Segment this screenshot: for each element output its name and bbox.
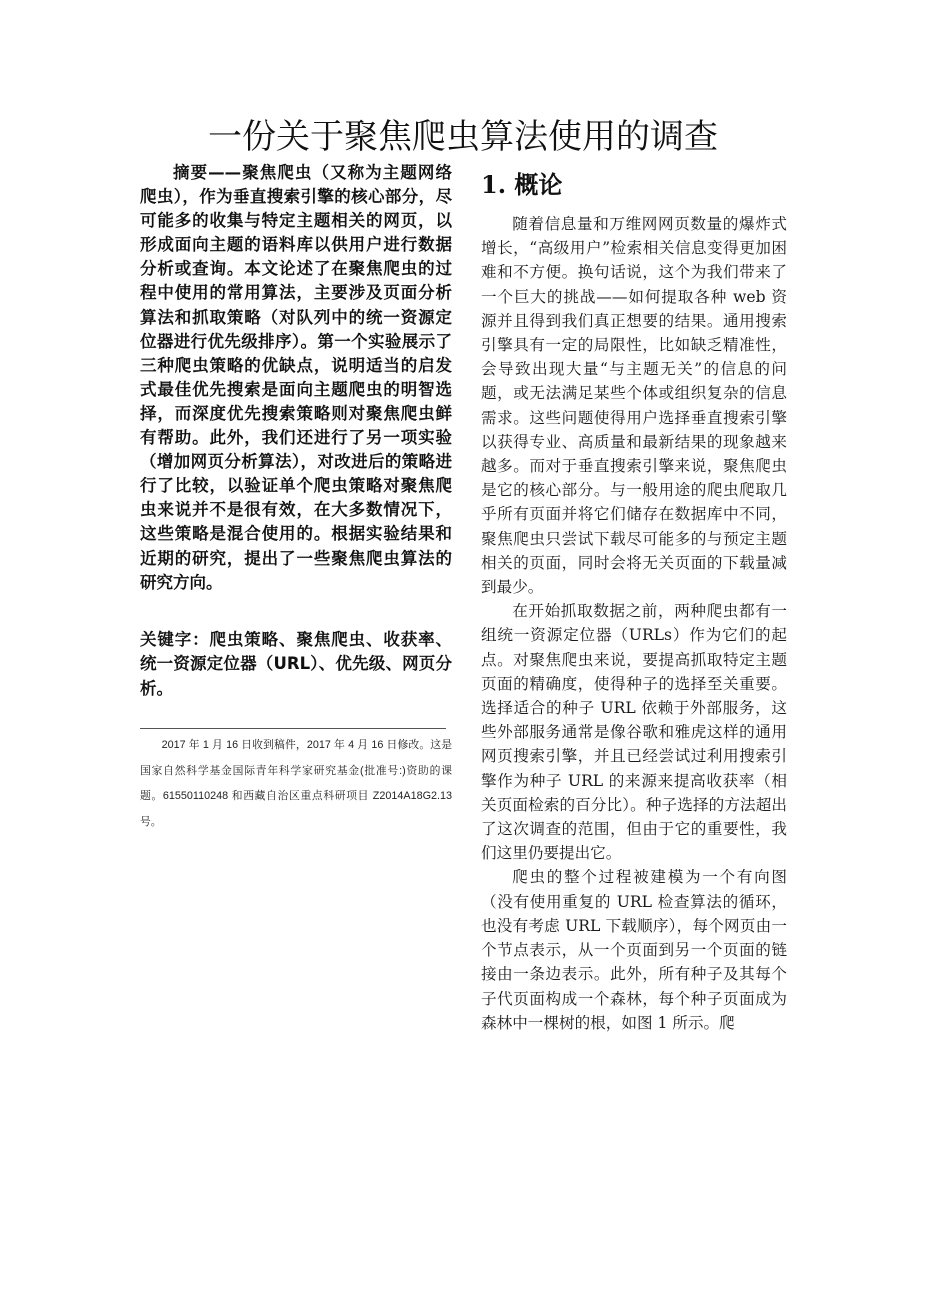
paragraph-3: 爬虫的整个过程被建模为一个有向图（没有使用重复的 URL 检查算法的循环，也没有考虑 URL 下载顺序），每个网页由一个节点表示，从一个页面到另一个页面的链接由一条边表示。此外，所有种子及其每个子代页面构成一个森林，每个种子页面成为森林中一棵树的根，如图 1 所示。爬 bbox=[481, 868, 787, 1032]
section-heading: 1. 概论 bbox=[481, 170, 563, 199]
paragraph-2: 在开始抓取数据之前，两种爬虫都有一组统一资源定位器（URLs）作为它们的起点。对聚焦爬虫来说，要提高抓取特定主题页面的精确度，使得种子的选择至关重要。选择适合的种子 URL 依赖于外部服务，这些外部服务通常是像谷歌和雅虎这样的通用网页搜索引擎，并且已经尝试过利用搜索引擎作为种子 URL 的来源来提高收获率（相关页面检索的百分比）。种子选择的方法超出了这次调查的范围，但由于它的重要性，我们这里仍要提出它。 bbox=[481, 602, 787, 863]
paragraph-1: 随着信息量和万维网网页数量的爆炸式增长，“高级用户”检索相关信息变得更加困难和不方便。换句话说，这个为我们带来了一个巨大的挑战——如何提取各种 web 资源并且得到我们真正想要的结果。通用搜索引擎具有一定的局限性，比如缺乏精准性，会导致出现大量“与主题无关”的信息的问题，或无法满足某些个体或组织复杂的信息需求。这些问题使得用户选择垂直搜索引擎以获得专业、高质量和最新结果的现象越来越多。而对于垂直搜索引擎来说，聚焦爬虫是它的核心部分。与一般用途的爬虫爬取几乎所有页面并将它们储存在数据库中不同，聚焦爬虫只尝试下载尽可能多的与预定主题相关的页面，同时会将无关页面的下载量减到最少。 bbox=[481, 215, 787, 597]
keywords: 关键字：爬虫策略、聚焦爬虫、收获率、统一资源定位器（URL）、优先级、网页分析。 bbox=[140, 629, 452, 698]
footnote-divider bbox=[140, 728, 446, 729]
paper-title: 一份关于聚焦爬虫算法使用的调查 bbox=[208, 117, 718, 157]
left-column bbox=[140, 161, 452, 835]
right-column bbox=[481, 168, 787, 1035]
abstract: 摘要——聚焦爬虫（又称为主题网络爬虫），作为垂直搜索引擎的核心部分，尽可能多的收集与特定主题相关的网页，以形成面向主题的语料库以供用户进行数据分析或查询。本文论述了在聚焦爬虫的过程中使用的常用算法，主要涉及页面分析算法和抓取策略（对队列中的统一资源定位器进行优先级排序）。第一个实验展示了三种爬虫策略的优缺点，说明适当的启发式最佳优先搜索是面向主题爬虫的明智选择，而深度优先搜索策略则对聚焦爬虫鲜有帮助。此外，我们还进行了另一项实验（增加网页分析算法），对改进后的策略进行了比较，以验证单个爬虫策略对聚焦爬虫来说并不是很有效，在大多数情况下，这些策略是混合使用的。根据实验结果和近期的研究，提出了一些聚焦爬虫算法的研究方向。 bbox=[140, 163, 452, 592]
footnote: 2017 年 1 月 16 日收到稿件，2017 年 4 月 16 日修改。这是国家自然科学基金国际青年科学家研究基金(批准号:)资助的课题。61550110248 和西藏自治区重点科研项目 Z2014A18G2.13 号。 bbox=[140, 739, 452, 828]
